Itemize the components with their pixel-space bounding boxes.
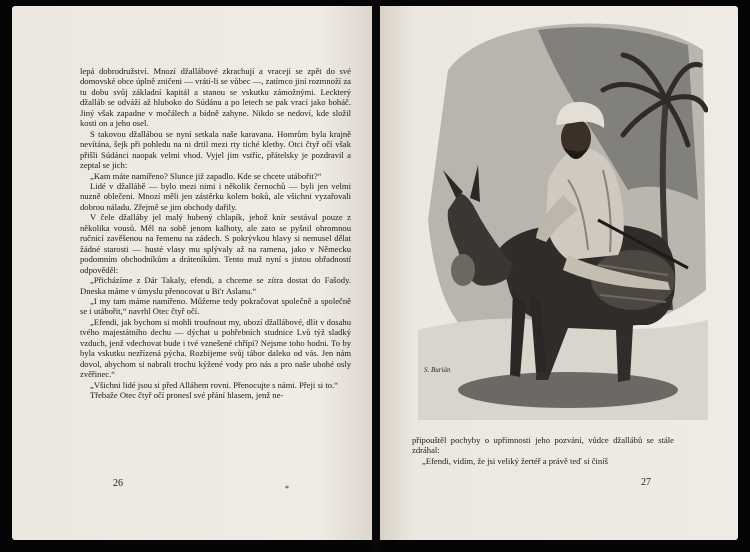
paragraph: „Všichni lidé jsou si před Alláhem rovni. Přenocujte s námi. Přeji si to.“ bbox=[90, 379, 338, 390]
paragraph: „I my tam máme namířeno. Můžeme tedy pokračovat společně a společně se i utábořit,“ navrhl Otec čtyř očí. bbox=[80, 295, 351, 317]
illustration-rider-on-donkey bbox=[418, 20, 708, 420]
illustrator-signature: S. Burián bbox=[424, 366, 451, 374]
paragraph: připouštěl pochyby o upřímnosti jeho pozvání, vůdce džallábů se stále zdráhal: bbox=[412, 435, 674, 456]
paragraph: „Efendi, vidím, že jsi veliký žertéř a právě teď si činíš bbox=[422, 455, 608, 466]
ground-shadow bbox=[458, 372, 678, 408]
paragraph: lepá dobrodružství. Mnozí džallábové zkrachují a vracejí se zpět do své domovské obce úplně zničeni — vrátí-li se vůbec —, zatímco jiní rozmnoží za tu dobu svůj základní kapitál a stanou se vskutku zámožnými. Leckterý džalláb se odváží až hluboko do Súdánu a po letech se pak vrací jako boháč. Jiný však zapadne v močálech a bídně zahyne. Nikdo se nedoví, kde složil kosti on a jeho osel. bbox=[80, 66, 351, 129]
donkey-muzzle bbox=[451, 254, 475, 286]
right-page-text bbox=[412, 435, 674, 466]
paragraph: Lidé v džallábě — bylo mezi nimi i několik černochů — byli jen velmi nuzně oblečeni. Mnozí měli jen zástěrku kolem boků, ale všichni vyzařovali dobrou náladu. Zřejmě se jim obchody dařily. bbox=[80, 180, 351, 212]
paragraph: „Přicházíme z Dár Takaly, efendi, a chceme se zítra dostat do Fašody. Dneska máme v úmyslu přenocovat u Bi'r Aslanu.“ bbox=[80, 275, 351, 296]
rider-face bbox=[561, 119, 591, 157]
left-page-text bbox=[80, 66, 351, 401]
paragraph: V čele džalláby jel malý hubený chlapík, jehož knír sestával pouze z několika vousů. Měl na sobě jenom kalhoty, ale zato se pyšnil ohromnou ručnicí zavěšenou na řemenu na zádech. S pokrývkou hlavy si nemusel dělat žádné starosti — husté vlasy mu splývaly až na ramena, jako v Německu podomním obchodníkům a dráteníkům. Tento muž nyní s jistou obřadností odpověděl: bbox=[80, 212, 351, 275]
paragraph: „Kam máte namířeno? Slunce již zapadlo. Kde se chcete utábořit?“ bbox=[90, 170, 322, 181]
page-number-left: 26 bbox=[113, 478, 123, 489]
footer-mark: * bbox=[285, 484, 289, 493]
paragraph: S takovou džallábou se nyní setkala naše karavana. Homrům byla krajně nevítána, šejk při pohledu na ni drtil mezi rty tiché kletby. Otci čtyř očí však přišli Súdánci naopak velmi vhod. Vyjel jim vstříc, přátelsky je pozdravil a zeptal se jich: bbox=[80, 128, 351, 171]
paragraph: „Efendi, jak bychom si mohli troufnout my, ubozí džallábové, dlít v dosahu tvého majestátního dechu — dýchat u pohřebních studnice Lvů týž sladký vzduch, jenž vdechovat bude i tvé vznešené chřípí? Nejsme toho hodni. To by byla vskutku nezřízená pýcha. Rozbijeme svůj tábor daleko od vás. Jen nám dovol, abychom si nabrali trochu kýžené vody pro nás a pro naše ubohé osly zvěřinec.“ bbox=[80, 316, 351, 380]
paragraph: Třebaže Otec čtyř očí pronesl své přání hlasem, jenž ne- bbox=[90, 390, 284, 401]
book-gutter bbox=[372, 0, 380, 552]
page-number-right: 27 bbox=[641, 477, 651, 488]
